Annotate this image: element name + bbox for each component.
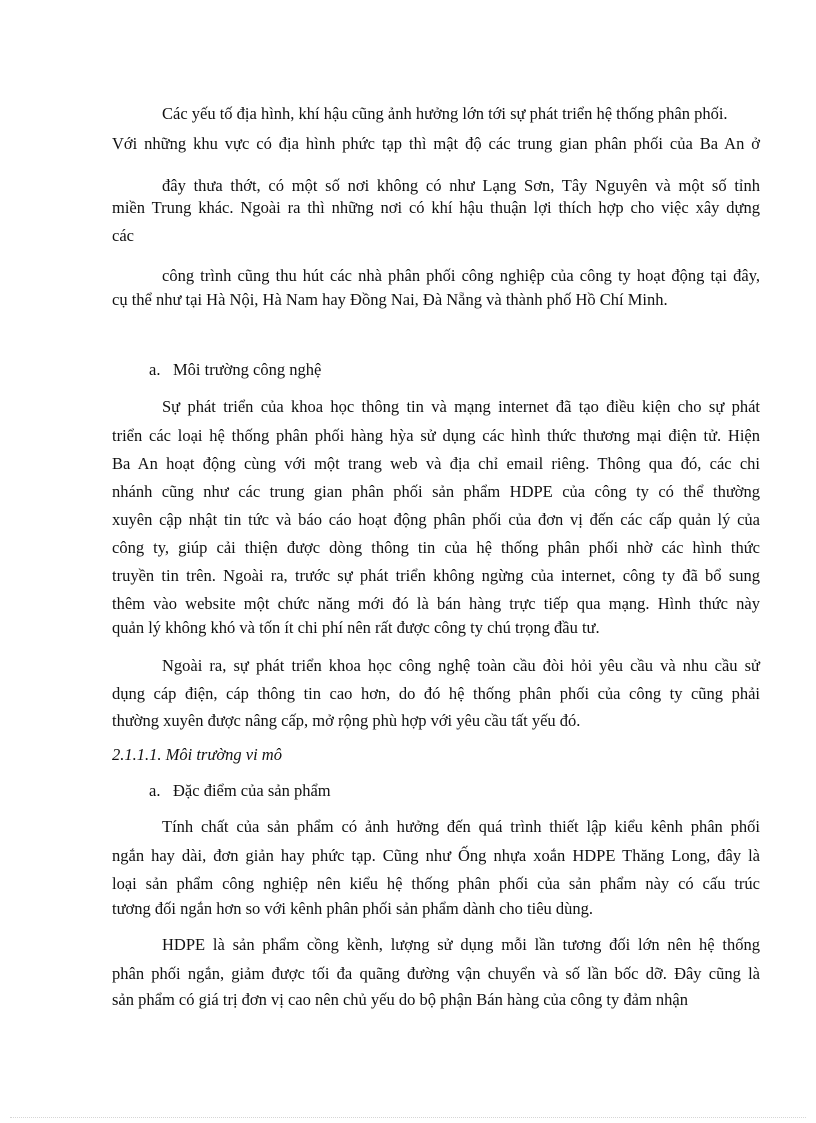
text-line: phân phối ngắn, giảm được tối đa quãng đường vận chuyển và số lần bốc dỡ. Đây cũng là (112, 964, 760, 983)
text-line: các (112, 226, 134, 245)
text-line: ngắn hay dài, đơn giản hay phức tạp. Cũng như Ống nhựa xoắn HDPE Thăng Long, đây là (112, 846, 760, 865)
text-line: cụ thể như tại Hà Nội, Hà Nam hay Đồng Nai, Đà Nẵng và thành phố Hồ Chí Minh. (112, 290, 668, 309)
section-title: Đặc điểm của sản phẩm (173, 781, 331, 800)
text-line: quản lý không khó và tốn ít chi phí nên rất được công ty chú trọng đầu tư. (112, 618, 600, 637)
text-line: miền Trung khác. Ngoài ra thì những nơi có khí hậu thuận lợi thích hợp cho việc xây dựng (112, 198, 760, 217)
section-heading-technology (149, 360, 321, 380)
text-line: thêm vào website một chức năng mới đó là bán hàng trực tiếp qua mạng. Hình thức này (112, 594, 760, 613)
text-line: tương đối ngắn hơn so với kênh phân phối sản phẩm dành cho tiêu dùng. (112, 899, 594, 918)
text-line: Các yếu tố địa hình, khí hậu cũng ảnh hưởng lớn tới sự phát triển hệ thống phân phối. (162, 104, 728, 123)
text-line: Ngoài ra, sự phát triển khoa học công nghệ toàn cầu đòi hỏi yêu cầu và nhu cầu sử (162, 656, 760, 675)
text-line: đây thưa thớt, có một số nơi không có như Lạng Sơn, Tây Nguyên và một số tỉnh (162, 176, 760, 195)
text-line: dụng cáp điện, cáp thông tin cao hơn, do đó hệ thống phân phối của công ty cũng phải (112, 684, 760, 703)
text-line: truyền tin trên. Ngoài ra, trước sự phát triển không ngừng của internet, công ty đã bổ sung (112, 566, 760, 585)
section-title: Môi trường công nghệ (173, 360, 322, 379)
text-line: Ba An hoạt động cùng với một trang web và địa chỉ email riêng. Thông qua đó, các chi (112, 454, 760, 473)
subsection-heading: 2.1.1.1. Môi trường vi mô (112, 745, 282, 764)
list-marker: a. (149, 360, 161, 379)
section-heading-product (149, 781, 331, 801)
text-line: thường xuyên được nâng cấp, mở rộng phù hợp với yêu cầu tất yếu đó. (112, 711, 581, 730)
text-line: Sự phát triển của khoa học thông tin và mạng internet đã tạo điều kiện cho sự phát (162, 397, 760, 416)
text-line: Với những khu vực có địa hình phức tạp thì mật độ các trung gian phân phối của Ba An ở (112, 134, 760, 153)
text-line: Tính chất của sản phẩm có ảnh hưởng đến quá trình thiết lập kiểu kênh phân phối (162, 817, 760, 836)
text-line: sản phẩm có giá trị đơn vị cao nên chủ yếu do bộ phận Bán hàng của công ty đảm nhận (112, 990, 688, 1009)
text-line: công trình cũng thu hút các nhà phân phối công nghiệp của công ty hoạt động tại đây, (162, 266, 760, 285)
text-line: HDPE là sản phẩm cồng kềnh, lượng sử dụng mỗi lần tương đối lớn nên hệ thống (162, 935, 760, 954)
page-bottom-divider (10, 1117, 806, 1118)
text-line: loại sản phẩm công nghiệp nên kiểu hệ thống phân phối của sản phẩm này có cấu trúc (112, 874, 760, 893)
text-line: nhánh cũng như các trung gian phân phối sản phẩm HDPE của công ty có thể thường (112, 482, 760, 501)
text-line: xuyên cập nhật tin tức và báo cáo hoạt động phân phối của đơn vị đến các cấp quản lý của (112, 510, 760, 529)
text-line: triển các loại hệ thống phân phối hàng hỳa sử dụng các hình thức thương mại điện tử. Hiện (112, 426, 760, 445)
list-marker: a. (149, 781, 161, 800)
text-line: công ty, giúp cải thiện được dòng thông tin của hệ thống phân phối nhờ các hình thức (112, 538, 760, 557)
